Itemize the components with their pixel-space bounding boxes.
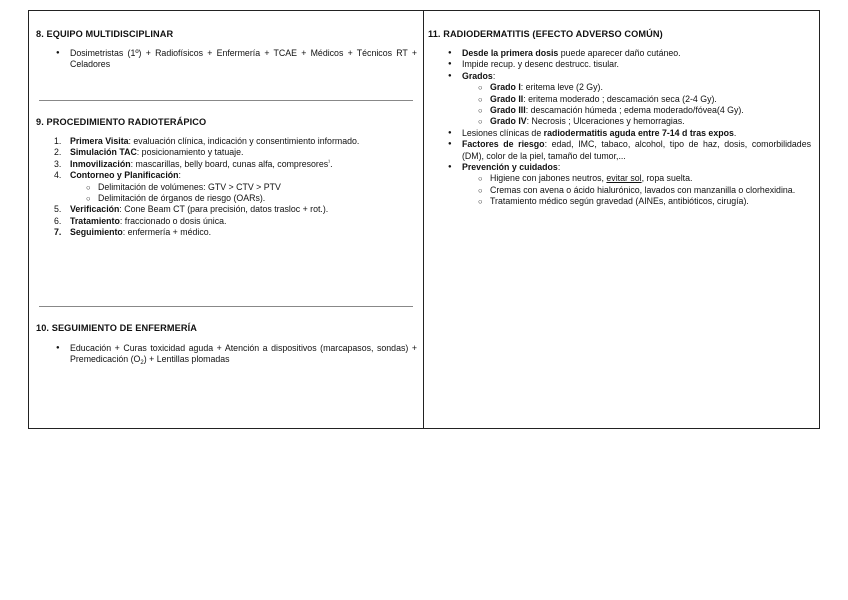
item-text: : mascarillas, belly board, cunas alfa, compresores bbox=[130, 158, 329, 169]
section-10-title: 10. SEGUIMIENTO DE ENFERMERÍA bbox=[36, 323, 197, 333]
grade-label: Grado II bbox=[490, 93, 524, 104]
item-text: ) + Lentillas plomadas bbox=[143, 354, 230, 365]
list-item bbox=[428, 128, 811, 139]
sub-item bbox=[428, 116, 811, 127]
item-label: Grados bbox=[462, 70, 493, 81]
section-9-list bbox=[36, 136, 417, 182]
item-text: evitar sol bbox=[606, 173, 642, 184]
item-text: puede aparecer daño cutáneo. bbox=[558, 48, 681, 58]
item-text: : Cone Beam CT (para precisión, datos trasloc + rot.). bbox=[119, 204, 329, 215]
section-8 bbox=[36, 29, 417, 71]
grade-text: : Necrosis ; Ulceraciones y hemorragias. bbox=[526, 116, 685, 127]
list-item bbox=[36, 159, 417, 170]
item-text: : evaluación clínica, indicación y consentimiento informado. bbox=[128, 136, 360, 146]
list-item bbox=[36, 216, 417, 227]
sub-item: ○ Tratamiento médico según gravedad (AINEs, antibióticos, cirugía). bbox=[428, 196, 811, 207]
item-text: . bbox=[330, 158, 333, 169]
item-label: Simulación TAC bbox=[70, 147, 137, 158]
sub-item: ○ Cremas con avena o ácido hialurónico, lavados con manzanilla o clorhexidina. bbox=[428, 185, 811, 196]
grade-label: Grado I bbox=[490, 82, 521, 93]
list-item bbox=[36, 227, 417, 238]
section-11-list-cont bbox=[428, 128, 811, 174]
list-item bbox=[428, 48, 811, 59]
item-text: : posicionamiento y tatuaje. bbox=[136, 147, 244, 158]
sub-item: ○ Delimitación de volúmenes: GTV > CTV > PTV bbox=[36, 182, 417, 193]
sub-item bbox=[428, 173, 811, 184]
contorneo-sublist bbox=[36, 182, 417, 205]
item-text: : bbox=[178, 170, 181, 181]
item-label: Primera Visita bbox=[70, 136, 129, 146]
item-number: 6. bbox=[54, 215, 62, 226]
section-11 bbox=[428, 29, 811, 208]
grade-label: Grado III bbox=[490, 105, 526, 116]
grade-text: : descamación húmeda ; edema moderado/fóvea(4 Gy). bbox=[525, 105, 744, 116]
sub-item bbox=[428, 94, 811, 105]
footnote-mark: ¹ bbox=[328, 159, 331, 166]
item-text: Educación + Curas toxicidad aguda + Atención a dispositivos (marcapasos, sondas) + Premedicación (O bbox=[70, 343, 417, 365]
sub-item bbox=[428, 105, 811, 116]
list-item bbox=[36, 343, 417, 366]
item-number: 3. bbox=[54, 158, 62, 169]
item-text: : fraccionado o dosis única. bbox=[119, 215, 227, 226]
section-9-list-cont bbox=[36, 204, 417, 238]
list-item bbox=[36, 136, 417, 147]
right-column bbox=[424, 11, 819, 428]
section-11-list bbox=[428, 48, 811, 82]
content-table bbox=[28, 10, 820, 429]
divider bbox=[39, 306, 413, 307]
left-column bbox=[29, 11, 424, 428]
list-item bbox=[428, 71, 811, 82]
section-11-title: 11. RADIODERMATITIS (EFECTO ADVERSO COMÚN) bbox=[428, 29, 663, 39]
section-9-title: 9. PROCEDIMIENTO RADIOTERÁPICO bbox=[36, 117, 207, 127]
item-text: : edad, IMC, tabaco, alcohol, tipo de haz, dosis, comorbilidades (DM), color de la piel, tamaño del tumor,... bbox=[462, 139, 811, 161]
list-item bbox=[428, 139, 811, 162]
section-10 bbox=[36, 323, 417, 366]
section-8-title: 8. EQUIPO MULTIDISCIPLINAR bbox=[36, 29, 174, 39]
item-text: , ropa suelta. bbox=[641, 173, 693, 184]
item-label: Factores de riesgo bbox=[462, 139, 545, 150]
grades-sublist bbox=[428, 82, 811, 128]
item-label: Contorneo y Planificación bbox=[70, 170, 179, 181]
item-label: radiodermatitis aguda entre 7-14 d tras expos bbox=[543, 127, 734, 138]
item-text: Lesiones clínicas de bbox=[462, 127, 544, 138]
list-item bbox=[36, 204, 417, 215]
section-8-list bbox=[36, 48, 417, 71]
section-10-list bbox=[36, 343, 417, 366]
item-number: 2. bbox=[54, 147, 62, 158]
item-label: Seguimiento bbox=[70, 227, 123, 238]
grade-text: : eritema leve (2 Gy). bbox=[520, 82, 603, 93]
item-number: 1. bbox=[54, 136, 62, 146]
item-label: Tratamiento bbox=[70, 215, 120, 226]
list-item bbox=[36, 147, 417, 158]
list-item bbox=[428, 162, 811, 173]
list-item: ● Impide recup. y desenc destrucc. tisular. bbox=[428, 59, 811, 70]
list-item: ● Dosimetristas (1º) + Radiofísicos + Enfermería + TCAE + Médicos + Técnicos RT + Celadores bbox=[36, 48, 417, 71]
item-label: Verificación bbox=[70, 204, 120, 215]
list-item bbox=[36, 170, 417, 181]
item-label: Inmovilización bbox=[70, 158, 131, 169]
item-text: : enfermería + médico. bbox=[122, 227, 212, 238]
grade-text: : eritema moderado ; descamación seca (2-4 Gy). bbox=[523, 93, 717, 104]
item-text: : bbox=[492, 70, 496, 81]
item-label: Prevención y cuidados bbox=[462, 162, 558, 173]
grade-label: Grado IV bbox=[490, 116, 527, 127]
divider bbox=[39, 100, 413, 101]
sub-item: ○ Delimitación de órganos de riesgo (OARs). bbox=[36, 193, 417, 204]
item-number: 7. bbox=[54, 227, 62, 238]
sub-item bbox=[428, 82, 811, 93]
item-number: 4. bbox=[54, 170, 62, 181]
item-label: Desde la primera dosis bbox=[462, 48, 559, 58]
prevention-sublist bbox=[428, 173, 811, 207]
item-number: 5. bbox=[54, 204, 62, 215]
section-9 bbox=[36, 117, 417, 239]
item-text: : bbox=[557, 162, 561, 173]
item-text: . bbox=[733, 127, 737, 138]
item-text: Higiene con jabones neutros, bbox=[490, 173, 607, 184]
subscript: 2 bbox=[140, 360, 144, 367]
